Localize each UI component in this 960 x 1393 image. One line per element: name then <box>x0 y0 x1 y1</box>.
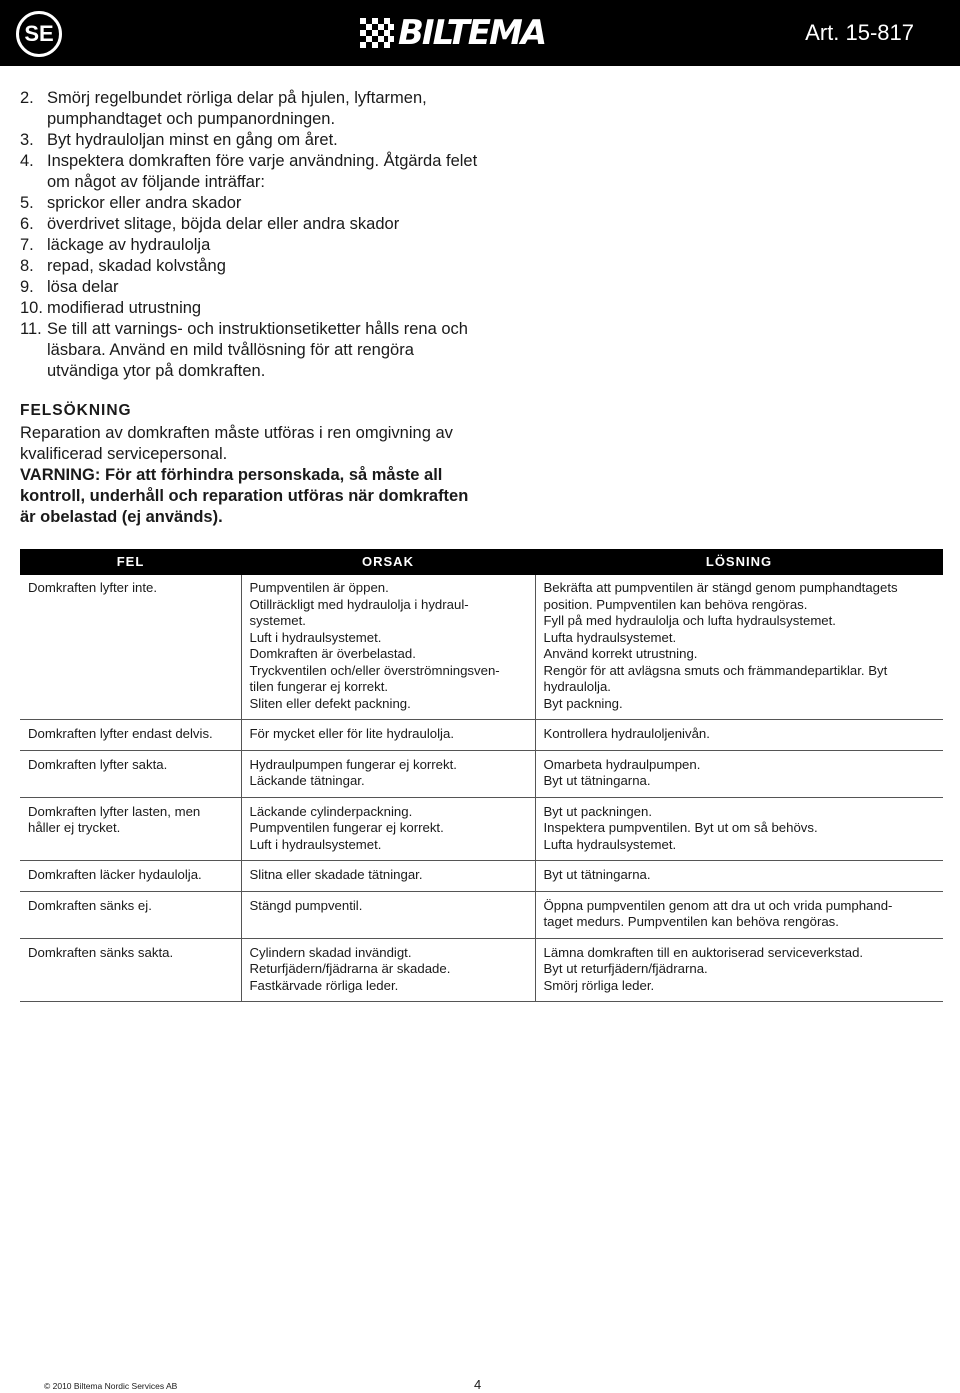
table-row <box>20 720 943 751</box>
list-item-number: 4. <box>20 152 34 170</box>
cell-line: Fyll på med hydraulolja och lufta hydraulsystemet. <box>543 613 836 628</box>
cell-line: Byt ut returfjädern/fjädrarna. <box>543 961 708 976</box>
cell-line: position. Pumpventilen kan behöva rengöras. <box>543 596 808 612</box>
cell-orsak <box>241 938 535 1002</box>
table-row <box>20 891 943 938</box>
list-item-text: Smörj regelbundet rörliga delar på hjulen, lyftarmen, pumphandtaget och pumpanordningen. <box>47 89 427 128</box>
cell-line: Läckande tätningar. <box>249 773 365 788</box>
cell-fel <box>20 720 241 751</box>
list-item <box>20 235 480 256</box>
troubleshooting-table <box>20 549 943 1002</box>
cell-line: Luft i hydraulsystemet. <box>249 836 382 852</box>
cell-line: Kontrollera hydrauloljenivån. <box>543 726 710 741</box>
cell-line: Lufta hydraulsystemet. <box>543 629 677 645</box>
cell-orsak <box>241 720 535 751</box>
cell-line: Returfjädern/fjädrarna är skadade. <box>249 961 451 976</box>
cell-line: Domkraften lyfter endast delvis. <box>28 726 213 741</box>
table-header-row <box>20 549 943 575</box>
cell-line: Sliten eller defekt packning. <box>249 695 411 711</box>
language-badge: SE <box>16 11 62 57</box>
list-item-number: 3. <box>20 131 34 149</box>
table-row <box>20 797 943 861</box>
section-title: FELSÖKNING <box>20 402 132 419</box>
table-row <box>20 750 943 797</box>
cell-line: Tryckventilen och/eller överströmningsven- <box>249 662 500 678</box>
cell-line: Omarbeta hydraulpumpen. <box>543 756 701 772</box>
list-item-text: modifierad utrustning <box>47 299 202 317</box>
cell-fel <box>20 861 241 892</box>
list-item-text: läckage av hydraulolja <box>47 236 211 254</box>
list-item <box>20 151 480 193</box>
cell-line: Använd korrekt utrustning. <box>543 646 698 661</box>
cell-line: Domkraften lyfter inte. <box>28 580 157 595</box>
cell-line: Hydraulpumpen fungerar ej korrekt. <box>249 756 457 772</box>
list-item <box>20 319 480 382</box>
cell-line: taget medurs. Pumpventilen kan behöva rengöras. <box>543 914 839 929</box>
cell-line: För mycket eller för lite hydraulolja. <box>249 726 454 741</box>
list-item <box>20 256 480 277</box>
cell-line: Domkraften sänks sakta. <box>28 944 174 960</box>
cell-line: Rengör för att avlägsna smuts och främmandepartiklar. Byt <box>543 662 888 678</box>
cell-line: Slitna eller skadade tätningar. <box>249 867 423 882</box>
cell-orsak <box>241 797 535 861</box>
cell-line: Cylindern skadad invändigt. <box>249 944 412 960</box>
list-item-text: repad, skadad kolvstång <box>47 257 226 275</box>
list-item-number: 7. <box>20 236 34 254</box>
list-item <box>20 88 480 130</box>
article-number: Art. 15-817 <box>805 20 914 45</box>
cell-line: Byt ut tätningarna. <box>543 867 651 882</box>
cell-losning <box>535 861 943 892</box>
list-item <box>20 298 480 319</box>
cell-losning <box>535 938 943 1002</box>
cell-line: systemet. <box>249 613 306 628</box>
warning-paragraph: VARNING: För att förhindra personskada, så måste all kontroll, underhåll och reparation utföras när domkraften är obelastad (ej används). <box>20 466 469 526</box>
checkered-flag-icon <box>360 18 394 48</box>
cell-losning <box>535 575 943 720</box>
list-item <box>20 193 480 214</box>
header-fel: FEL <box>20 549 241 575</box>
cell-line: Stängd pumpventil. <box>249 897 363 913</box>
cell-line: Domkraften lyfter sakta. <box>28 756 168 772</box>
cell-line: Byt ut packningen. <box>543 803 653 819</box>
cell-line: Luft i hydraulsystemet. <box>249 629 382 645</box>
cell-line: Inspektera pumpventilen. Byt ut om så behövs. <box>543 820 818 835</box>
list-item-number: 2. <box>20 89 34 107</box>
cell-fel <box>20 891 241 938</box>
cell-line: Domkraften lyfter lasten, men <box>28 803 201 819</box>
cell-orsak <box>241 575 535 720</box>
cell-line: Lämna domkraften till en auktoriserad serviceverkstad. <box>543 944 864 960</box>
list-item <box>20 130 480 151</box>
list-item <box>20 277 480 298</box>
list-item-number: 5. <box>20 194 34 212</box>
cell-line: tilen fungerar ej korrekt. <box>249 679 389 694</box>
cell-losning <box>535 750 943 797</box>
page-number: 4 <box>474 1377 482 1392</box>
list-item-number: 8. <box>20 257 34 275</box>
cell-fel <box>20 797 241 861</box>
brand-logo <box>360 13 546 53</box>
intro-paragraph: Reparation av domkraften måste utföras i ren omgivning av kvalificerad servicepersonal. <box>20 424 453 463</box>
list-item-text: Byt hydrauloljan minst en gång om året. <box>47 131 338 149</box>
cell-fel <box>20 575 241 720</box>
brand-name: BILTEMA <box>398 13 546 53</box>
cell-fel <box>20 750 241 797</box>
table-row <box>20 938 943 1002</box>
cell-line: hydraulolja. <box>543 679 611 694</box>
cell-line: Byt ut tätningarna. <box>543 773 651 788</box>
cell-line: Smörj rörliga leder. <box>543 977 655 993</box>
cell-line: Byt packning. <box>543 695 623 711</box>
list-item-text: lösa delar <box>47 278 119 296</box>
cell-line: håller ej trycket. <box>28 820 121 835</box>
cell-line: Domkraften läcker hydaulolja. <box>28 867 202 882</box>
list-item-number: 11. <box>20 320 42 338</box>
cell-line: Lufta hydraulsystemet. <box>543 836 677 852</box>
maintenance-steps <box>20 88 480 382</box>
cell-line: Domkraften är överbelastad. <box>249 646 416 661</box>
cell-line: Domkraften sänks ej. <box>28 897 152 913</box>
list-item-text: sprickor eller andra skador <box>47 194 242 212</box>
cell-line: Läckande cylinderpackning. <box>249 803 413 819</box>
table-row <box>20 575 943 720</box>
cell-line: Pumpventilen är öppen. <box>249 580 389 595</box>
cell-line: Otillräckligt med hydraulolja i hydraul- <box>249 596 469 612</box>
list-item-number: 6. <box>20 215 34 233</box>
cell-line: Fastkärvade rörliga leder. <box>249 977 399 993</box>
cell-line: Bekräfta att pumpventilen är stängd genom pumphandtagets <box>543 580 898 595</box>
list-item-number: 9. <box>20 278 34 296</box>
cell-orsak <box>241 891 535 938</box>
list-item-text: överdrivet slitage, böjda delar eller andra skador <box>47 215 400 233</box>
cell-line: Öppna pumpventilen genom att dra ut och vrida pumphand- <box>543 897 893 913</box>
page-header <box>0 0 960 66</box>
list-item-text: Inspektera domkraften före varje användning. Åtgärda felet om något av följande inträffar: <box>47 152 478 191</box>
list-item-number: 10. <box>20 299 43 317</box>
header-losning: LÖSNING <box>535 549 943 575</box>
table-row <box>20 861 943 892</box>
cell-line: Pumpventilen fungerar ej korrekt. <box>249 820 444 835</box>
list-item <box>20 214 480 235</box>
cell-losning <box>535 891 943 938</box>
cell-losning <box>535 797 943 861</box>
cell-fel <box>20 938 241 1002</box>
cell-orsak <box>241 861 535 892</box>
list-item-text: Se till att varnings- och instruktionsetiketter hålls rena och läsbara. Använd en mild tvållösning för att rengöra utvändiga ytor på domkraften. <box>47 320 468 380</box>
copyright: © 2010 Biltema Nordic Services AB <box>44 1381 178 1391</box>
cell-losning <box>535 720 943 751</box>
cell-orsak <box>241 750 535 797</box>
header-orsak: ORSAK <box>241 549 535 575</box>
